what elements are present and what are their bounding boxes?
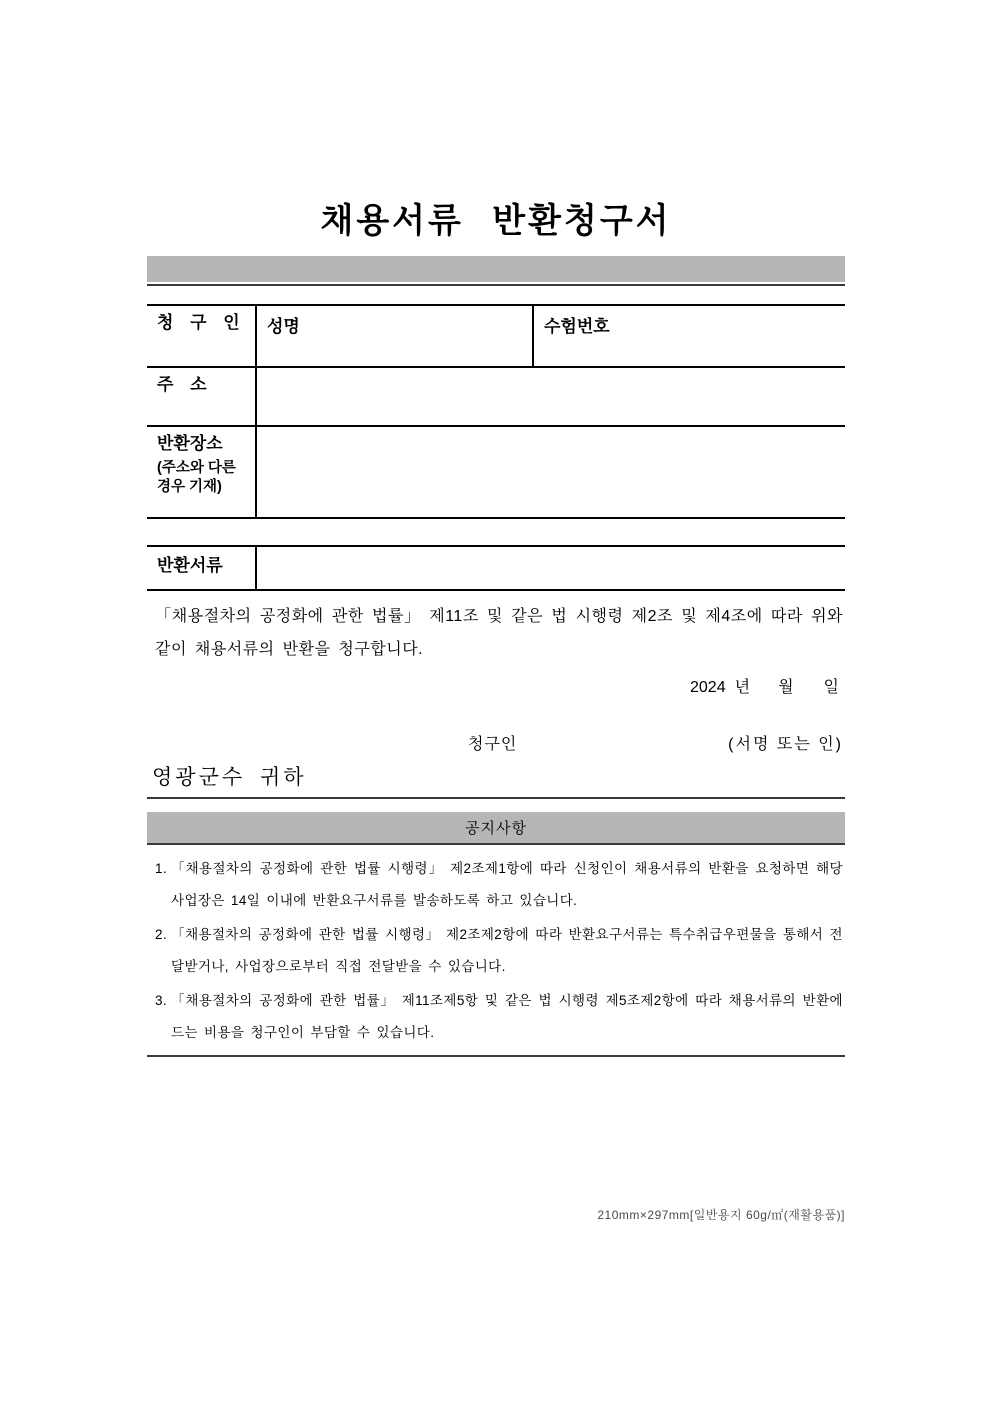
- notice-item: [147, 919, 845, 983]
- return-documents-label-cell: [147, 547, 257, 589]
- return-documents-table: [147, 545, 845, 591]
- exam-number-label: 수험번호: [544, 317, 610, 336]
- notice-title: 공지사항: [465, 820, 527, 837]
- date-day-label: 일: [823, 679, 839, 696]
- applicant-label-cell: [147, 306, 257, 366]
- notice-item-text: 「채용절차의 공정화에 관한 법률」 제11조제5항 및 같은 법 시행령 제5조제2항에 따라 채용서류의 반환에 드는 비용을 청구인이 부담할 수 있습니다.: [171, 993, 843, 1040]
- notice-item-number: 1.: [155, 861, 168, 876]
- header-band-rule: [147, 284, 845, 286]
- notice-item-number: 3.: [155, 993, 168, 1008]
- return-place-note: (주소와 다른 경우 기재): [157, 460, 236, 495]
- notice-item-text: 「채용절차의 공정화에 관한 법률 시행령」 제2조제1항에 따라 신청인이 채용서류의 반환을 요청하면 해당 사업장은 14일 이내에 반환요구서류를 발송하도록 하고 있습니다.: [171, 861, 843, 908]
- exam-number-input-cell[interactable]: [534, 306, 845, 366]
- form-title: 채용서류 반환청구서: [320, 202, 672, 240]
- statement-paragraph: 「채용절차의 공정화에 관한 법률」 제11조 및 같은 법 시행령 제2조 및 제4조에 따라 위와 같이 채용서류의 반환을 청구합니다.: [155, 608, 843, 658]
- recipient-line: 영광군수 귀하: [152, 766, 307, 789]
- date-month-label: 월: [778, 679, 794, 696]
- address-label-cell: [147, 368, 257, 425]
- notice-header-bar: [147, 812, 845, 845]
- notice-list: [147, 853, 845, 1057]
- applicant-row: [147, 306, 845, 368]
- applicant-table: [147, 304, 845, 519]
- date-line: [147, 674, 845, 697]
- return-place-label-cell: [147, 427, 257, 517]
- notice-item-text: 「채용절차의 공정화에 관한 법률 시행령」 제2조제2항에 따라 반환요구서류는 특수취급우편물을 통해서 전달받거나, 사업장으로부터 직접 전달받을 수 있습니다.: [171, 927, 843, 974]
- notice-top-rule: [147, 797, 845, 799]
- signer-label: 청구인: [468, 736, 518, 753]
- address-input-cell[interactable]: [257, 368, 845, 425]
- notice-item: [147, 985, 845, 1049]
- paper-spec-footer: 210mm×297mm[일반용지 60g/㎡(재활용품)]: [597, 1208, 845, 1222]
- return-documents-input-cell[interactable]: [257, 547, 845, 589]
- name-label: 성명: [267, 317, 300, 336]
- header-band: [147, 256, 845, 282]
- date-year-label: 년: [734, 679, 751, 696]
- return-place-input-cell[interactable]: [257, 427, 845, 517]
- sign-note: (서명 또는 인): [728, 736, 843, 753]
- notice-item-number: 2.: [155, 927, 168, 942]
- return-place-label: 반환장소: [157, 434, 223, 453]
- return-documents-label: 반환서류: [157, 556, 223, 575]
- signer-line: [147, 731, 845, 754]
- date-year: 2024: [690, 679, 726, 696]
- return-place-row: [147, 427, 845, 519]
- notice-item: [147, 853, 845, 917]
- name-input-cell[interactable]: [257, 306, 534, 366]
- address-row: [147, 368, 845, 427]
- applicant-label: 청 구 인: [157, 313, 240, 332]
- address-label: 주 소: [157, 375, 207, 394]
